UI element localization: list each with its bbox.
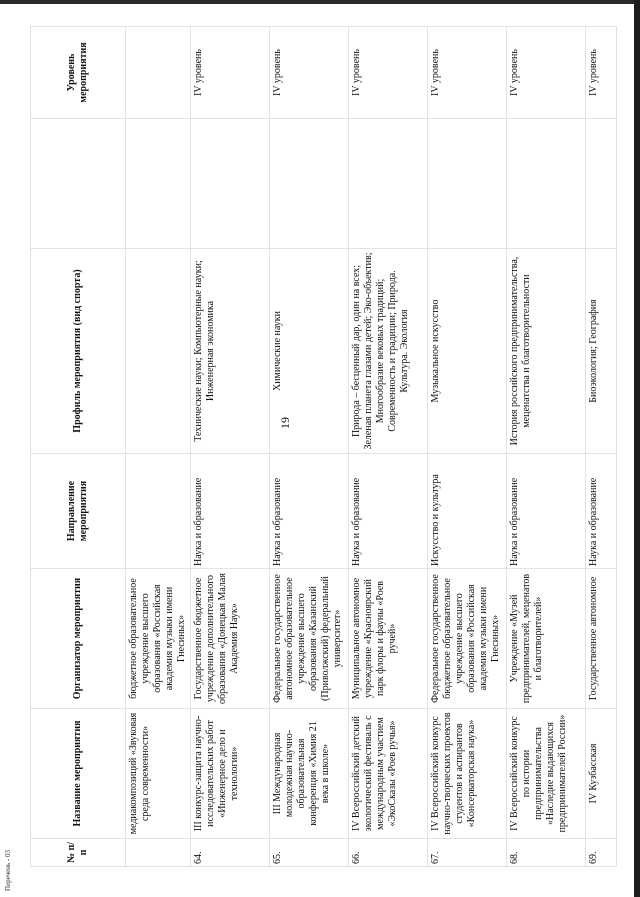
cell-level: IV уровень [349,27,428,119]
cell-profile: Природа – бесценный дар, один на всех; Зеленая планета глазами детей; Эко-объектив; Многообразие вековых традиций; Современность и традиции; Природа. Культура. Экология [349,249,428,454]
table-row [126,27,191,867]
cell-spacer [428,119,507,249]
cell-name: IV Всероссийский детский экологический фестиваль с международным участием «ЭкоСказы «Роев ручья» [349,709,428,839]
cell-organizer: Учреждение «Музей предпринимателей, меценатов и благотворителей» [507,569,586,709]
table-row [349,27,428,867]
events-table [30,26,617,867]
cell-direction: Наука и образование [270,454,349,569]
cell-name: III Международная молодежная научно-образовательная конференция «Химия 21 века в школе» [270,709,349,839]
cell-profile: Технические науки; Компьютерные науки; Инженерная экономика [191,249,270,454]
cell-organizer: бюджетное образовательное учреждение высшего образования «Российская академия музыки имени Гнесиных» [126,569,191,709]
cell-level [126,27,191,119]
footer-code: Перечень - 03 [4,850,12,891]
header-organizer: Организатор мероприятия [31,569,126,709]
cell-num: 67. [428,839,507,867]
page-number: 19 [278,417,292,429]
cell-spacer [507,119,586,249]
cell-spacer [270,119,349,249]
table-row [270,27,349,867]
cell-name: III конкурс-защита научно-исследовательских работ «Инженерное дело и технологии» [191,709,270,839]
cell-level: IV уровень [507,27,586,119]
cell-num: 65. [270,839,349,867]
table-row [507,27,586,867]
cell-name: IV Всероссийский конкурс по истории предпринимательства «Наследие выдающихся предпринимателей России» [507,709,586,839]
cell-num: 64. [191,839,270,867]
cell-organizer: Государственное автономное [586,569,617,709]
cell-num: 66. [349,839,428,867]
table-row [191,27,270,867]
cell-spacer [126,119,191,249]
header-level: Уровень мероприятия [31,27,126,119]
cell-num [126,839,191,867]
header-profile: Профиль мероприятия (вид спорта) [31,249,126,454]
cell-name: IV Всероссийский конкурс научно-творческих проектов студентов и аспирантов «Консерваторская наука» [428,709,507,839]
cell-spacer [349,119,428,249]
header-direction: Направление мероприятия [31,454,126,569]
cell-direction: Искусство и культура [428,454,507,569]
cell-direction: Наука и образование [191,454,270,569]
cell-profile: История российского предпринимательства, меценатства и благотворительности [507,249,586,454]
cell-level: IV уровень [191,27,270,119]
cell-profile: Музыкальное искусство [428,249,507,454]
cell-profile: Химические науки [270,249,349,454]
cell-level: IV уровень [270,27,349,119]
cell-direction [126,454,191,569]
cell-direction: Наука и образование [586,454,617,569]
cell-level: IV уровень [428,27,507,119]
header-spacer [31,119,126,249]
header-name: Название мероприятия [31,709,126,839]
cell-spacer [191,119,270,249]
cell-name: IV Кузбасская [586,709,617,839]
cell-direction: Наука и образование [349,454,428,569]
cell-num: 69. [586,839,617,867]
cell-organizer: Федеральное государственное автономное образовательное учреждение высшего образования «Казанский (Приволжский) федеральный университет» [270,569,349,709]
cell-num: 68. [507,839,586,867]
cell-direction: Наука и образование [507,454,586,569]
cell-organizer: Государственное бюджетное учреждение дополнительного образования «Донецкая Малая Академия Наук» [191,569,270,709]
cell-level: IV уровень [586,27,617,119]
cell-organizer: Муниципальное автономное учреждение «Красноярский парк флоры и фауны «Роев ручей» [349,569,428,709]
table-header-row [31,27,126,867]
cell-spacer [586,119,617,249]
table-row [586,27,617,867]
cell-name: медиакомпозиций «Звуковая среда современности» [126,709,191,839]
cell-organizer: Федеральное государственное бюджетное образовательное учреждение высшего образования «Российская академия музыки имени Гнесиных» [428,569,507,709]
cell-profile [126,249,191,454]
header-num: № п/п [31,839,126,867]
cell-profile: Биоэкология; География [586,249,617,454]
table-row [428,27,507,867]
